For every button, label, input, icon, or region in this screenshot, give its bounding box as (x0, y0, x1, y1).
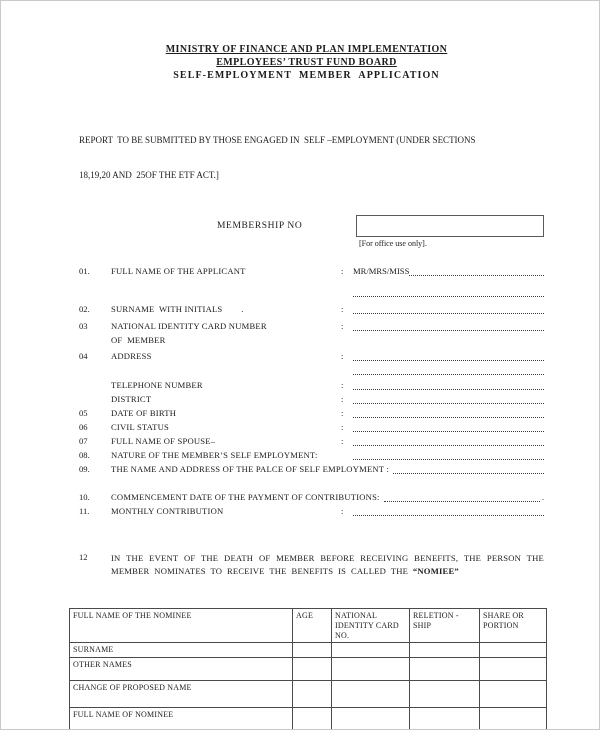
field-label: ADDRESS (111, 351, 152, 361)
form-field-row-district (79, 392, 544, 406)
field-number: 03 (79, 321, 88, 331)
field-number: 10. (79, 492, 90, 502)
field-number: 05 (79, 408, 88, 418)
clause-12-nominee (79, 552, 544, 577)
office-use-note: [For office use only]. (359, 239, 427, 248)
field-colon: : (341, 266, 344, 276)
membership-section (69, 215, 544, 237)
row-label-surname: SURNAME (70, 643, 293, 658)
board-title: EMPLOYEES’ TRUST FUND BOARD (216, 57, 397, 68)
dotted-answer-line[interactable] (353, 417, 544, 418)
field-label: NATIONAL IDENTITY CARD NUMBER (111, 321, 267, 331)
field-colon: : (341, 436, 344, 446)
field-label: SURNAME WITH INITIALS . (111, 304, 244, 314)
col-header-share: SHARE OR PORTION (480, 609, 547, 643)
field-colon: : (341, 422, 344, 432)
dotted-answer-line[interactable] (353, 374, 544, 375)
table-row-other-names (70, 658, 547, 681)
dotted-answer-line[interactable] (353, 296, 544, 297)
form-field-row-civil-status (79, 420, 544, 434)
form-field-row-full-name-cont (79, 285, 544, 299)
form-field-row-employment-place (79, 462, 544, 476)
table-input-cell[interactable] (293, 708, 332, 730)
field-label: COMMENCEMENT DATE OF THE PAYMENT OF CONTRIBUTIONS: (111, 492, 380, 502)
field-suffix: . (539, 492, 544, 502)
dotted-answer-line[interactable] (393, 473, 544, 474)
field-colon: : (341, 394, 344, 404)
dotted-answer-line[interactable] (353, 403, 544, 404)
report-instruction-line1: REPORT TO BE SUBMITTED BY THOSE ENGAGED IN SELF –EMPLOYMENT (UNDER SECTIONS (79, 135, 476, 145)
form-field-row-nic-cont (79, 333, 544, 347)
dotted-answer-line[interactable] (353, 431, 544, 432)
membership-no-label: MEMBERSHIP NO (217, 221, 303, 231)
field-label: NATURE OF THE MEMBER’S SELF EMPLOYMENT: (111, 450, 318, 460)
form-field-row-nic (79, 319, 544, 333)
field-colon: : (341, 351, 344, 361)
title-options: MR/MRS/MISS (353, 266, 410, 276)
dotted-answer-line[interactable] (384, 501, 540, 502)
field-label: OF MEMBER (111, 335, 166, 345)
dotted-answer-line[interactable] (353, 360, 544, 361)
nominee-table-header-row (70, 609, 547, 643)
form-field-row-address (79, 349, 544, 363)
clause-number: 12 (79, 552, 88, 562)
dotted-answer-line[interactable] (409, 275, 544, 276)
field-label: THE NAME AND ADDRESS OF THE PALCE OF SELF EMPLOYMENT : (111, 464, 390, 474)
table-input-cell[interactable] (410, 643, 480, 658)
field-number: 04 (79, 351, 88, 361)
table-input-cell[interactable] (332, 643, 410, 658)
col-header-age: AGE (293, 609, 332, 643)
table-input-cell[interactable] (480, 681, 547, 708)
field-colon: : (341, 506, 344, 516)
table-input-cell[interactable] (293, 643, 332, 658)
report-instruction (79, 112, 544, 204)
table-input-cell[interactable] (410, 708, 480, 730)
table-input-cell[interactable] (293, 658, 332, 681)
dotted-answer-line[interactable] (353, 445, 544, 446)
row-label-change-of-name: CHANGE OF PROPOSED NAME (70, 681, 293, 708)
field-colon: : (341, 321, 344, 331)
nominee-term: “NOMIEE” (412, 565, 459, 576)
field-number: 11. (79, 506, 90, 516)
table-input-cell[interactable] (332, 681, 410, 708)
field-colon: : (341, 408, 344, 418)
clause-text (111, 552, 544, 577)
form-header (69, 43, 544, 82)
form-field-row-employment-nature (79, 448, 544, 462)
field-label: CIVIL STATUS (111, 422, 169, 432)
table-row-change-of-name (70, 681, 547, 708)
field-label: DISTRICT (111, 394, 152, 404)
table-input-cell[interactable] (293, 681, 332, 708)
col-header-relationship: RELETION -SHIP (410, 609, 480, 643)
form-field-row-commencement (79, 490, 544, 504)
form-field-row-address-cont (79, 363, 544, 377)
table-input-cell[interactable] (480, 708, 547, 730)
clause-body: IN THE EVENT OF THE DEATH OF MEMBER BEFORE RECEIVING BENEFITS, THE PERSON THE MEMBER NOMINATES TO RECEIVE THE BENEFITS IS CALLED THE (111, 553, 544, 576)
dotted-answer-line[interactable] (353, 389, 544, 390)
col-header-nominee-name: FULL NAME OF THE NOMINEE (70, 609, 293, 643)
table-input-cell[interactable] (410, 681, 480, 708)
table-row-nominee-full-name (70, 708, 547, 730)
nominee-table (69, 608, 547, 730)
field-label: FULL NAME OF THE APPLICANT (111, 266, 246, 276)
report-instruction-line2: 18,19,20 AND 25OF THE ETF ACT.] (79, 169, 219, 180)
table-input-cell[interactable] (480, 643, 547, 658)
field-label: DATE OF BIRTH (111, 408, 177, 418)
field-number: 02. (79, 304, 90, 314)
form-field-row-dob (79, 406, 544, 420)
table-input-cell[interactable] (410, 658, 480, 681)
dotted-answer-line[interactable] (353, 459, 544, 460)
field-label: MONTHLY CONTRIBUTION (111, 506, 224, 516)
field-colon: : (341, 380, 344, 390)
table-input-cell[interactable] (480, 658, 547, 681)
field-label: TELEPHONE NUMBER (111, 380, 203, 390)
row-label-other-names: OTHER NAMES (70, 658, 293, 681)
form-field-row-monthly-contribution (79, 504, 544, 518)
dotted-answer-line[interactable] (353, 515, 544, 516)
field-number: 08. (79, 450, 90, 460)
table-input-cell[interactable] (332, 658, 410, 681)
dotted-answer-line[interactable] (353, 313, 544, 314)
ministry-title: MINISTRY OF FINANCE AND PLAN IMPLEMENTATION (165, 44, 448, 55)
form-field-row-full-name (79, 264, 544, 278)
field-number: 06 (79, 422, 88, 432)
table-row-surname (70, 643, 547, 658)
field-number: 07 (79, 436, 88, 446)
field-colon: : (341, 304, 344, 314)
dotted-answer-line[interactable] (353, 330, 544, 331)
field-label: FULL NAME OF SPOUSE– (111, 436, 216, 446)
field-number: 09. (79, 464, 90, 474)
form-field-row-telephone (79, 378, 544, 392)
col-header-nic: NATIONAL IDENTITY CARD NO. (332, 609, 410, 643)
form-field-row-spouse (79, 434, 544, 448)
row-label-nominee-full-name: FULL NAME OF NOMINEE (70, 708, 293, 730)
table-input-cell[interactable] (332, 708, 410, 730)
field-number: 01. (79, 266, 90, 276)
form-fields (79, 264, 544, 518)
form-field-row-surname (79, 302, 544, 316)
form-title: SELF-EMPLOYMENT MEMBER APPLICATION (173, 70, 440, 81)
membership-no-box[interactable] (356, 215, 544, 237)
